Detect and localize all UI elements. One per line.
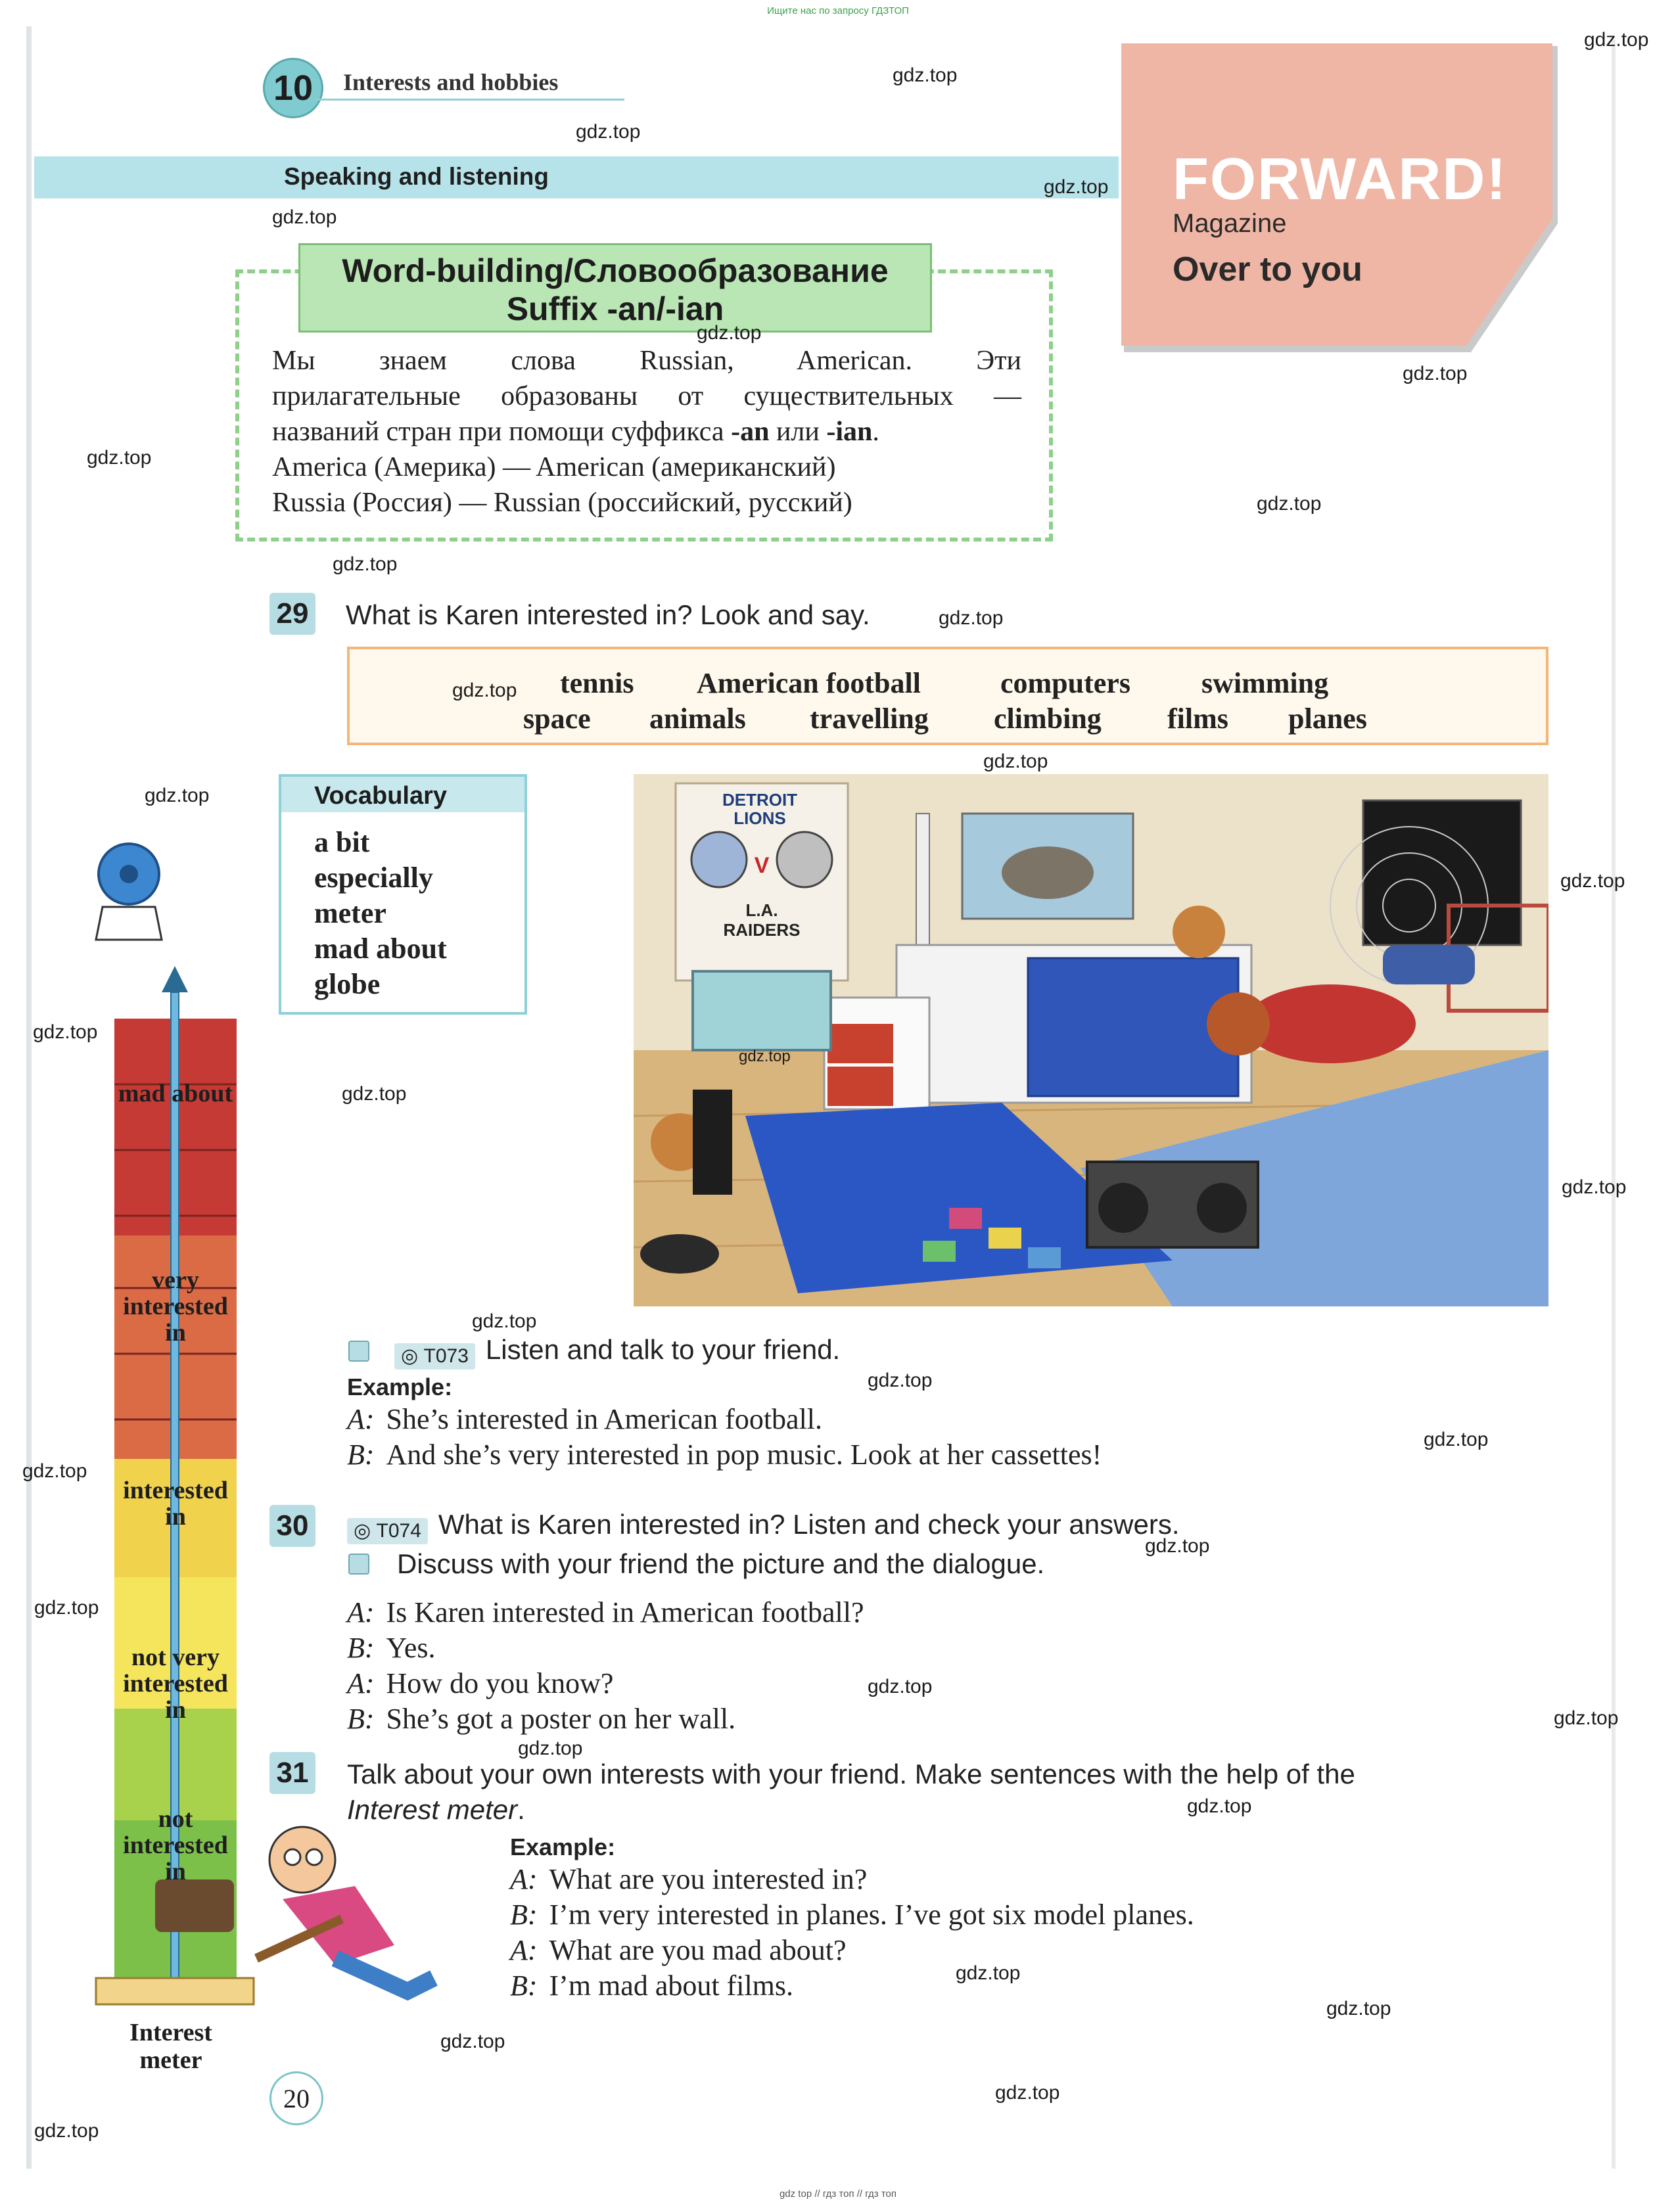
rocket-model xyxy=(916,814,929,958)
word-box-item: films xyxy=(1167,703,1228,735)
meter-level: interested in xyxy=(123,1477,228,1531)
watermark: gdz.top xyxy=(333,553,398,575)
poster-text: L.A. xyxy=(745,900,778,920)
watermark: gdz.top xyxy=(518,1738,583,1759)
top-note: Ищите нас по запросу ГДЗТОП xyxy=(767,5,909,16)
dialogue-line: A: What are you interested in? xyxy=(510,1863,868,1895)
magazine-tagline: Over to you xyxy=(1173,250,1362,288)
dialogue-line: B: I’m mad about films. xyxy=(510,1970,794,2002)
word-building-line: Russia (Россия) — Russian (российский, русский) xyxy=(272,488,852,518)
word-box-item: animals xyxy=(649,703,746,735)
bottom-note: gdz top // гдз топ // гдз топ xyxy=(779,2188,897,2200)
girl xyxy=(1245,984,1416,1063)
poster-text: RAIDERS xyxy=(723,920,801,940)
word-building-line: America (Америка) — American (американский) xyxy=(272,452,836,482)
watermark: gdz.top xyxy=(1187,1795,1252,1817)
word-building-title: Word-building/Словообразование xyxy=(342,252,889,289)
audio-track-badge[interactable]: ◎ T073 xyxy=(394,1343,475,1370)
watermark: gdz.top xyxy=(956,1962,1021,1984)
word-building-line: Мы знаем слова Russian, American. Эти xyxy=(272,346,1021,376)
aquarium xyxy=(693,971,831,1050)
watermark: gdz.top xyxy=(87,447,152,469)
dialogue-line: B: She’s got a poster on her wall. xyxy=(347,1703,736,1735)
word-building-subtitle: Suffix -an/-ian xyxy=(506,290,724,327)
bedroom-scene xyxy=(634,774,1548,1306)
word-box-item: computers xyxy=(1000,667,1130,699)
page-number: 20 xyxy=(269,2071,323,2125)
meter-level: very interested in xyxy=(123,1266,228,1347)
helmet-icon xyxy=(777,832,832,887)
exercise-30-instruction-2: Discuss with your friend the picture and the dialogue. xyxy=(397,1548,1045,1579)
word-building-heading xyxy=(298,243,932,333)
watermark: gdz.top xyxy=(697,322,762,344)
watermark: gdz.top xyxy=(33,1021,98,1043)
meter-level: mad about xyxy=(118,1080,233,1107)
watermark: gdz.top xyxy=(272,206,337,228)
word-building-line: прилагательные образованы от существительных — xyxy=(272,381,1021,411)
watermark: gdz.top xyxy=(34,1597,99,1619)
disc-icon: ◎ xyxy=(354,1520,377,1542)
watermark: gdz.top xyxy=(1584,29,1649,51)
exercise-31-instruction: Talk about your own interests with your friend. Make sentences with the help of the xyxy=(347,1759,1355,1789)
dialogue-line: A: How do you know? xyxy=(347,1667,614,1699)
watermark: gdz.top xyxy=(1326,1998,1391,2019)
watermark: gdz.top xyxy=(1145,1535,1210,1557)
watermark: gdz.top xyxy=(1044,176,1109,198)
example-label: Example: xyxy=(347,1373,453,1400)
word-box-item: tennis xyxy=(560,667,634,699)
disc-icon: ◎ xyxy=(401,1345,424,1368)
watermark: gdz.top xyxy=(868,1370,933,1391)
word-building-text xyxy=(272,343,1021,520)
dialogue-line: A: What are you mad about? xyxy=(510,1934,847,1966)
vocabulary-title: Vocabulary xyxy=(314,782,448,810)
boy-with-hammer xyxy=(237,1814,500,2024)
watermark: gdz.top xyxy=(342,1083,407,1105)
meter-level: not very interested in xyxy=(123,1644,228,1724)
meter-level: not interested in xyxy=(123,1805,228,1885)
watermark: gdz.top xyxy=(893,64,958,86)
watermark: gdz.top xyxy=(472,1310,537,1332)
exercise-31-instruction: Interest meter. xyxy=(347,1794,525,1825)
poster-text: LIONS xyxy=(733,808,786,828)
word-box-item: swimming xyxy=(1201,667,1329,699)
word-box-item: planes xyxy=(1288,703,1367,735)
word-box-item: climbing xyxy=(994,703,1102,735)
dialogue-line: B: I’m very interested in planes. I’ve got six model planes. xyxy=(510,1899,1194,1931)
exercise-30-number: 30 xyxy=(269,1505,315,1547)
binoculars xyxy=(640,1234,719,1274)
watermark: gdz.top xyxy=(1403,363,1468,384)
exercise-31-number: 31 xyxy=(269,1752,315,1794)
arrow-up-icon xyxy=(162,966,188,992)
watermark: gdz.top xyxy=(1424,1429,1489,1450)
dialogue-line: A: She’s interested in American football. xyxy=(347,1403,823,1435)
watermark: gdz.top xyxy=(983,750,1048,772)
exercise-29-instruction: What is Karen interested in? Look and say. xyxy=(346,599,870,630)
vocabulary-item: especially xyxy=(314,862,433,894)
word-box-item: travelling xyxy=(810,703,929,735)
bedroom-illustration xyxy=(634,774,1548,1306)
watermark: gdz.top xyxy=(1562,1176,1627,1198)
helmet-icon xyxy=(691,832,747,887)
exercise-30-instruction-row xyxy=(347,1509,1180,1544)
pair-work-icon xyxy=(348,1341,369,1362)
teddy-bear xyxy=(1173,906,1225,958)
unit-number-badge: 10 xyxy=(263,58,323,118)
watermark: gdz.top xyxy=(452,680,517,701)
watermark: gdz.top xyxy=(440,2031,505,2052)
dialogue-line: B: And she’s very interested in pop music. Look at her cassettes! xyxy=(347,1439,1102,1471)
poster-text: V xyxy=(754,853,770,878)
page-edge xyxy=(1612,39,1616,2169)
watermark: gdz.top xyxy=(34,2120,99,2142)
interest-meter-caption: Interest meter xyxy=(129,2019,212,2074)
unit-title-underline xyxy=(315,99,624,101)
word-box-item: space xyxy=(523,703,591,735)
vocabulary-box xyxy=(279,774,527,1015)
vocabulary-item: globe xyxy=(314,968,381,1000)
magazine-subtitle: Magazine xyxy=(1173,209,1287,238)
space-chart xyxy=(1363,800,1521,945)
unit-title: Interests and hobbies xyxy=(343,69,559,95)
poster-text: DETROIT xyxy=(722,790,798,810)
section-bar xyxy=(34,156,1119,198)
page-edge xyxy=(26,26,32,2169)
magazine-title: FORWARD! xyxy=(1173,147,1508,212)
vocabulary-item: meter xyxy=(314,897,386,929)
exercise-30-instruction: What is Karen interested in? Listen and check your answers. xyxy=(438,1509,1180,1540)
watermark: gdz.top xyxy=(868,1676,933,1697)
word-box xyxy=(347,647,1548,745)
watermark: gdz.top xyxy=(739,1048,791,1065)
watermark: gdz.top xyxy=(22,1460,87,1482)
word-box-item: American football xyxy=(697,667,921,699)
vocabulary-heading xyxy=(281,777,524,812)
audio-track-badge[interactable]: ◎ T074 xyxy=(347,1518,428,1544)
exercise-29-number: 29 xyxy=(269,593,315,635)
watermark: gdz.top xyxy=(576,121,641,143)
watermark: gdz.top xyxy=(145,785,210,806)
word-building-line: названий стран при помощи суффикса -an или -ian. xyxy=(272,417,879,447)
dialogue-line: A: Is Karen interested in American football? xyxy=(347,1596,864,1628)
listen-instruction: Listen and talk to your friend. xyxy=(485,1334,841,1365)
vocabulary-item: a bit xyxy=(314,826,370,858)
interest-meter xyxy=(114,1017,237,1994)
boots xyxy=(693,1090,732,1195)
dialogue-line: B: Yes. xyxy=(347,1632,436,1664)
watermark: gdz.top xyxy=(939,607,1004,629)
listen-instruction-row xyxy=(394,1334,840,1370)
pair-work-icon xyxy=(348,1554,369,1575)
vocabulary-item: mad about xyxy=(314,933,447,965)
watermark: gdz.top xyxy=(1560,870,1625,892)
example-label: Example: xyxy=(510,1833,616,1860)
watermark: gdz.top xyxy=(1257,493,1322,515)
watermark: gdz.top xyxy=(1554,1707,1619,1729)
watermark: gdz.top xyxy=(995,2082,1060,2104)
section-title: Speaking and listening xyxy=(284,163,549,190)
